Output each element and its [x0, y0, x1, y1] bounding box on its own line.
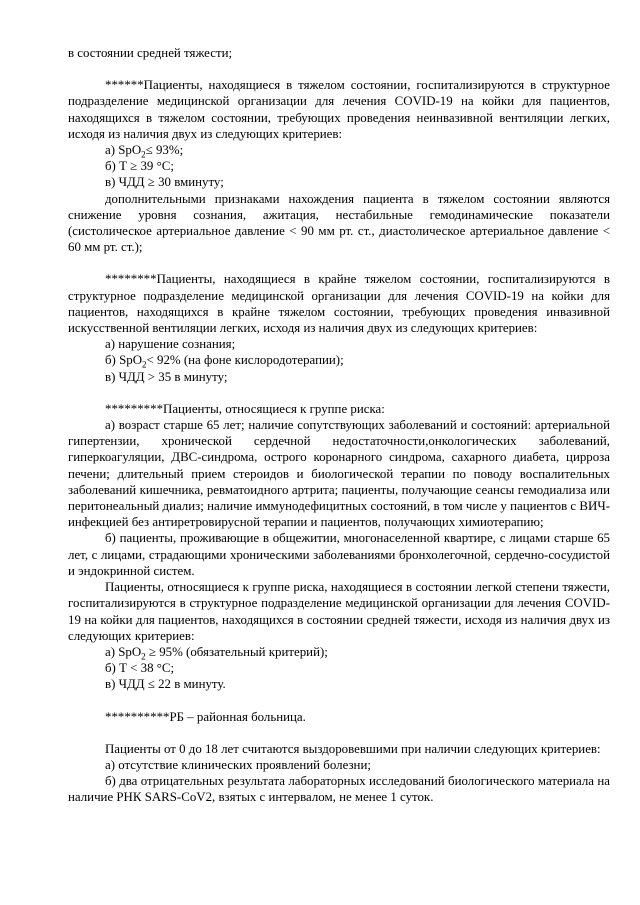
footnote-8-criterion-b: б) SpO$_2$< 92% (на фоне кислородотерапии);: [105, 353, 344, 371]
risk-criterion-c: в) ЧДД ≤ 22 в минуту.: [105, 677, 226, 692]
footnote-9-item-b: б) пациенты, проживающие в общежитии, многонаселенной квартире, с лицами старше 65 лет, с лицами, страдающими хроническими заболеваниями бронхолегочной, сердечно-сосудистой и эндокринной систем.: [68, 531, 610, 578]
continuation-line: в состоянии средней тяжести;: [68, 46, 233, 60]
footnote-9-item-a: а) возраст старше 65 лет; наличие сопутствующих заболеваний и состояний: артериальной гипертензии, хронической сердечной недостаточности,онкологических заболеваний, гиперкоагуляции, ДВС-синдрома, острого коронарного синдрома, сахарного диабета, цирроза печени; длительный прием стероидов и биологической терапии по поводу воспалительных заболеваний кишечника, ревматоидного артрита; пациенты, получающие сеансы гемодиализа или перитонеальный диализ; наличие иммунодефицитных состояний, в том числе у пациентов с ВИЧ-инфекцией без антиретровирусной терапии и пациентов, получающих химиотерапию;: [68, 418, 610, 530]
footnote-6-criterion-a: а) SpO$_2$≤ 93%;: [105, 143, 184, 160]
footnote-6-extra-signs: дополнительными признаками нахождения пациента в тяжелом состоянии являются снижение уровня сознания, ажитация, нестабильные гемодинамические показатели (систолическое артериальное давление < 90 мм рт. ст., диастолическое артериальное давление < 60 мм рт. ст.);: [68, 191, 610, 255]
footnote-9-intro: *********Пациенты, относящиеся к группе риска:: [105, 401, 385, 416]
footnote-8-criterion-a: а) нарушение сознания;: [105, 337, 236, 352]
recovery-criterion-a: а) отсутствие клинических проявлений болезни;: [105, 757, 371, 772]
recovery-criterion-b: б) два отрицательных результата лабораторных исследований биологического материала на наличие РНК SARS-CoV2, взятых с интервалом, не менее 1 суток.: [68, 774, 610, 805]
footnote-6-criterion-b: б) Т ≥ 39 °С;: [105, 159, 174, 174]
footnote-6-intro: ******Пациенты, находящиеся в тяжелом состоянии, госпитализируются в структурное подразделение медицинской организации для лечения COVID-19 на койки для пациентов, находящихся в тяжелом состоянии, требующих проведения неинвазивной вентиляции легких, исходя из наличия двух из следующих критериев:: [68, 78, 610, 141]
footnote-8-intro: ********Пациенты, находящиеся в крайне тяжелом состоянии, госпитализируются в структурное подразделение медицинской организации для лечения COVID-19 на койки для пациентов, находящихся в крайне тяжелом состоянии, требующих проведения инвазивной искусственной вентиляции легких, исходя из наличия двух из следующих критериев:: [68, 272, 610, 336]
risk-group-paragraph: Пациенты, относящиеся к группе риска, находящиеся в состоянии легкой степени тяжести, госпитализируются в структурное подразделение медицинской организации для лечения COVID-19 на койки для пациентов, находящихся в состоянии средней тяжести, исходя из наличия двух из следующих критериев:: [68, 580, 610, 643]
recovery-criteria-intro: Пациенты от 0 до 18 лет считаются выздоровевшими при наличии следующих критериев:: [105, 741, 601, 756]
risk-criterion-a: а) SpO$_2$ ≥ 95% (обязательный критерий);: [105, 644, 328, 662]
footnote-10: **********РБ – районная больница.: [105, 709, 306, 724]
document-body: [68, 45, 610, 806]
footnote-6-criterion-c: в) ЧДД ≥ 30 вминуту;: [105, 175, 224, 190]
risk-criterion-b: б) Т < 38 °С;: [105, 661, 175, 676]
footnote-8-criterion-c: в) ЧДД > 35 в минуту;: [105, 369, 228, 384]
